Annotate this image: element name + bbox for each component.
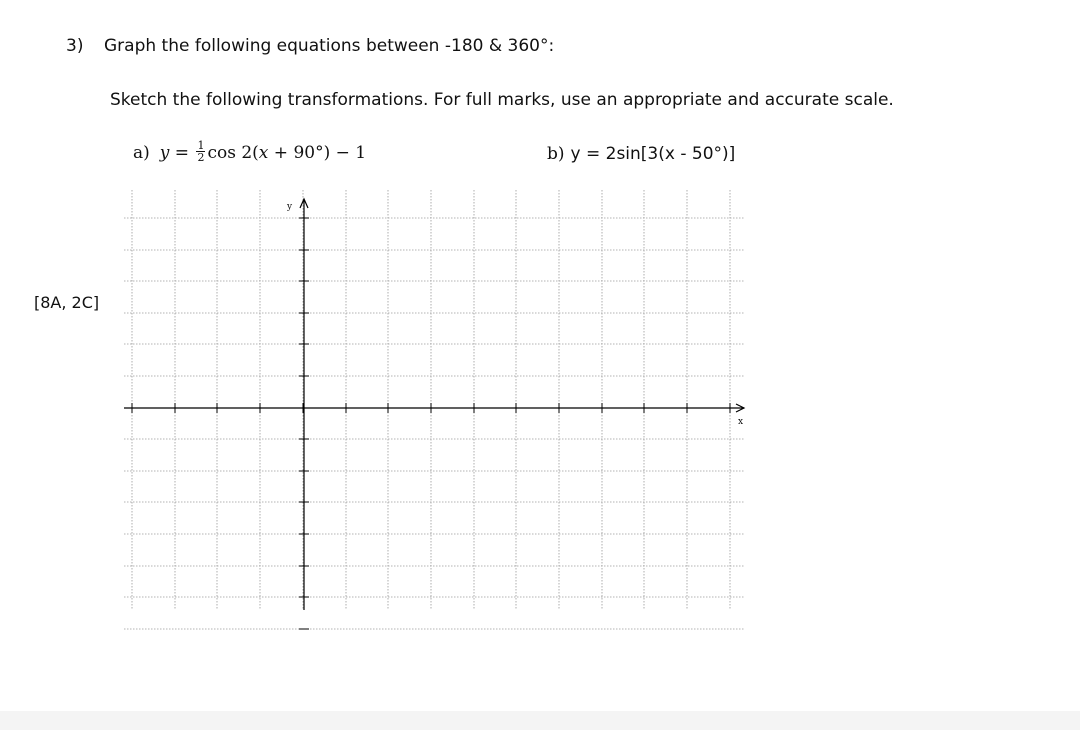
marks-allocation: [8A, 2C]	[34, 293, 100, 312]
fraction-denominator: 2	[197, 151, 205, 164]
part-a-cos-term: cos 2(	[207, 143, 259, 163]
part-b-label: b)	[547, 144, 565, 164]
fraction-numerator: 1	[197, 139, 205, 152]
part-a-lhs: y	[159, 143, 170, 163]
axis-ticks	[132, 218, 730, 629]
part-b-formula: y = 2sin[3(x - 50°)]	[570, 144, 736, 164]
x-axis-label: x	[738, 417, 744, 427]
footer-bar	[0, 711, 1080, 730]
part-a-shift-term: + 90°) − 1	[268, 143, 367, 163]
question-number: 3)	[66, 36, 84, 56]
y-axis-label: y	[287, 202, 293, 212]
part-a-label: a)	[133, 143, 150, 163]
part-a-equals: =	[169, 143, 195, 163]
question-text: Graph the following equations between -180 & 360°:	[104, 36, 555, 56]
part-a-variable: x	[258, 143, 269, 163]
instructions-text: Sketch the following transformations. For full marks, use an appropriate and accurate scale.	[110, 90, 894, 110]
